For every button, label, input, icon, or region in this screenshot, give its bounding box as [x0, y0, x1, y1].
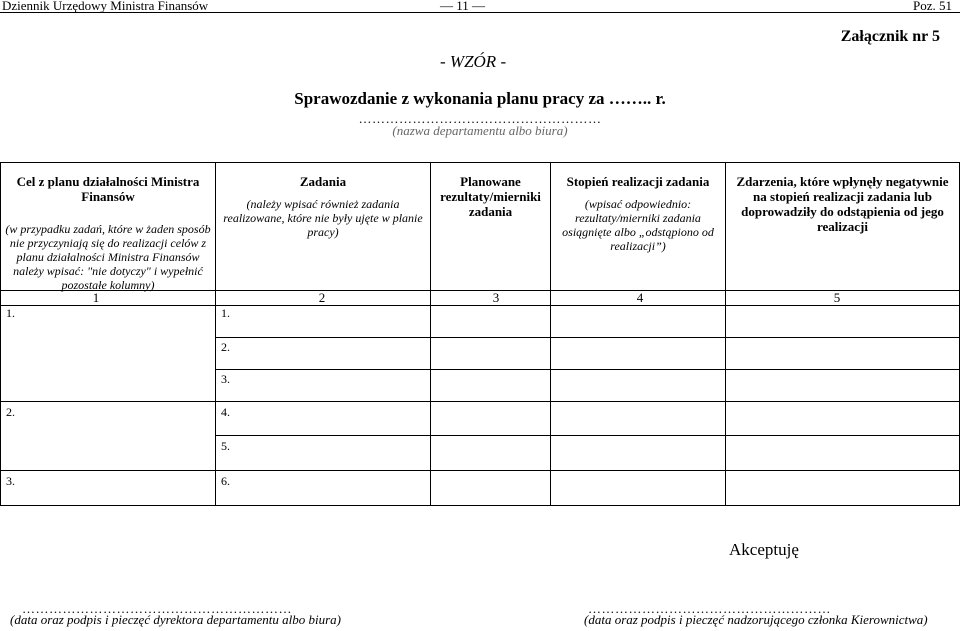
signature-field-supervisor: ……………………………………………… [588, 601, 831, 616]
goal-item: 1. [6, 306, 15, 320]
signature-field-director: …………………………………………………… [22, 601, 292, 616]
column-number: 4 [636, 290, 644, 305]
column-heading: Planowane rezultaty/mierniki zadania [440, 174, 541, 219]
column-heading: Stopień realizacji zadania [566, 174, 710, 189]
department-field: ……………………………………………… [358, 111, 602, 126]
column-heading: Zadania [299, 174, 347, 189]
journal-name: Dziennik Urzędowy Ministra Finansów [2, 0, 209, 13]
task-item: 3. [221, 372, 230, 386]
column-number: 5 [833, 290, 841, 305]
column-divider [550, 162, 551, 505]
column-divider [430, 162, 431, 505]
position-number: Poz. 51 [913, 0, 952, 13]
table-left-border [0, 162, 1, 505]
column-header-tasks [218, 174, 428, 239]
task-row-rule [215, 435, 960, 436]
column-divider [215, 162, 216, 505]
task-item: 2. [221, 340, 230, 354]
header-rule [0, 12, 960, 13]
column-note: (należy wpisać również zadania realizowane, które nie były ujęte w planie pracy) [223, 197, 423, 239]
column-header-events [728, 174, 957, 234]
column-heading: Cel z planu działalności Ministra Finansów [16, 174, 200, 204]
column-header-goal [3, 174, 213, 292]
column-heading: Zdarzenia, które wpłynęły negatywnie na stopień realizacji zadania lub doprowadziły do odstąpienia od jego realizacji [736, 174, 949, 234]
signature-caption-director: (data oraz podpis i pieczęć dyrektora departamentu albo biura) [10, 612, 341, 627]
goal-row-rule [0, 401, 960, 402]
column-header-planned-results [433, 174, 548, 219]
task-item: 4. [221, 405, 230, 419]
table-number-rule [0, 305, 960, 306]
task-row-rule [215, 337, 960, 338]
document-title: Sprawozdanie z wykonania planu pracy za …….. r. [294, 89, 666, 108]
table-bottom-border [0, 505, 960, 506]
column-number: 1 [92, 290, 100, 305]
acceptance-label: Akceptuję [729, 540, 799, 559]
task-row-rule [215, 369, 960, 370]
department-label: (nazwa departamentu albo biura) [392, 123, 568, 138]
table-top-border [0, 162, 960, 163]
goal-item: 3. [6, 474, 15, 488]
running-header [0, 0, 960, 13]
task-item: 6. [221, 474, 230, 488]
column-header-completion [553, 174, 723, 253]
task-item: 1. [221, 306, 230, 320]
template-mark: - WZÓR - [440, 52, 507, 71]
column-divider [725, 162, 726, 505]
goal-item: 2. [6, 405, 15, 419]
column-note: (w przypadku zadań, które w żaden sposób nie przyczyniają się do realizacji celów z planu działalności Ministra Finansów należy wpisać: "nie dotyczy" i wypełnić pozostałe kolumny) [5, 222, 211, 292]
task-item: 5. [221, 439, 230, 453]
column-number: 2 [318, 290, 326, 305]
column-note: (wpisać odpowiednio: rezultaty/mierniki zadania osiągnięte albo „odstąpiono od realizacji”) [562, 197, 714, 253]
signature-caption-supervisor: (data oraz podpis i pieczęć nadzorującego członka Kierownictwa) [584, 612, 928, 627]
column-number: 3 [492, 290, 500, 305]
page-number: — 11 — [440, 0, 486, 13]
goal-row-rule [0, 470, 960, 471]
annex-label: Załącznik nr 5 [840, 28, 940, 45]
